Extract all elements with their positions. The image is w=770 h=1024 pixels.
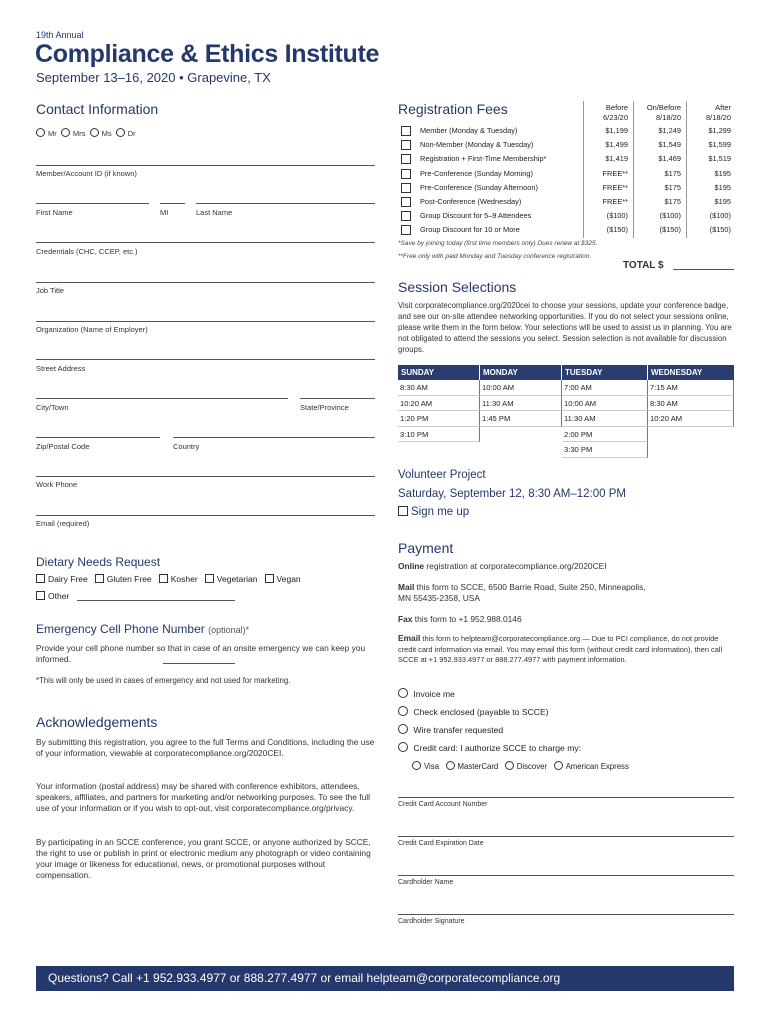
zip-field[interactable] <box>36 437 160 438</box>
session-day-tuesday: TUESDAY <box>562 365 648 380</box>
fee-col-before: Before 6/23/20 <box>602 103 628 122</box>
fee-row <box>398 195 734 209</box>
fee-label: Member (Monday & Tuesday) <box>420 126 518 135</box>
cardholder-name-label: Cardholder Name <box>398 879 454 886</box>
edition-label: 19th Annual <box>36 30 84 40</box>
radio-icon <box>398 706 408 716</box>
job-title-field[interactable] <box>36 282 375 283</box>
mi-field[interactable] <box>160 203 185 204</box>
fee-label: Pre-Conference (Sunday Afternoon) <box>420 182 538 192</box>
fee-after: $195 <box>714 182 731 192</box>
fee-after: $1,599 <box>708 140 731 150</box>
city-field[interactable] <box>36 398 288 399</box>
email-label: Email (required) <box>36 519 90 528</box>
card-type-options <box>412 761 629 771</box>
dietary-other-field[interactable] <box>77 600 235 601</box>
total-label: TOTAL $ <box>623 260 664 271</box>
fee-onbefore: ($100) <box>659 211 681 221</box>
credentials-field[interactable] <box>36 242 375 243</box>
fee-before: FREE** <box>602 182 628 192</box>
first-name-field[interactable] <box>36 203 149 204</box>
checkbox-icon[interactable] <box>401 140 411 150</box>
fee-after: ($100) <box>709 211 731 221</box>
checkbox-icon <box>36 591 45 600</box>
fee-label: Group Discount for 10 or More <box>420 225 520 235</box>
checkbox-icon[interactable] <box>401 183 411 193</box>
last-name-field[interactable] <box>196 203 375 204</box>
card-visa[interactable]: Visa <box>412 762 439 771</box>
salutation-options <box>36 128 136 138</box>
fee-label: Group Discount for 5–9 Attendees <box>420 211 532 221</box>
fee-onbefore: $1,549 <box>658 140 681 150</box>
state-label: State/Province <box>300 403 349 412</box>
session-slot[interactable]: 8:30 AM <box>398 380 480 396</box>
cardholder-name-field[interactable] <box>398 875 734 876</box>
checkbox-icon <box>265 574 274 583</box>
dietary-other[interactable]: Other <box>36 591 69 601</box>
dietary-dairy-free[interactable]: Dairy Free <box>36 574 88 584</box>
fee-label: Post-Conference (Wednesday) <box>420 197 522 206</box>
checkbox-icon <box>36 574 45 583</box>
radio-icon <box>36 128 45 137</box>
fee-row <box>398 181 734 195</box>
session-slot[interactable]: 1:20 PM <box>398 411 480 427</box>
payment-email: Email this form to helpteam@corporatecompliance.org — Due to PCI compliance, do not provide credit card information via email. You may email this form (without credit card information), then call SCCE at +1 952.933.4977 or 888.277.4977 with payment information. <box>398 633 723 664</box>
fee-row <box>398 223 734 237</box>
fee-row <box>398 138 734 152</box>
dietary-options <box>36 574 301 584</box>
radio-icon <box>398 688 408 698</box>
card-number-label: Credit Card Account Number <box>398 801 488 808</box>
salutation-ms[interactable]: Ms <box>90 129 112 138</box>
session-column <box>398 380 480 458</box>
credentials-label: Credentials (CHC, CCEP, etc.) <box>36 247 138 256</box>
session-slot[interactable]: 3:10 PM <box>398 427 480 443</box>
payment-online: Online registration at corporatecompliance.org/2020CEI <box>398 561 607 571</box>
radio-icon <box>446 761 455 770</box>
radio-icon <box>398 724 408 734</box>
session-slot[interactable]: 11:30 AM <box>562 411 648 427</box>
session-column <box>648 380 734 458</box>
fee-col-onbefore: On/Before 8/18/20 <box>646 103 681 122</box>
fee-after: $1,299 <box>708 126 731 135</box>
salutation-mr[interactable]: Mr <box>36 129 57 138</box>
radio-icon <box>61 128 70 137</box>
radio-icon <box>554 761 563 770</box>
fee-col-after: After 8/18/20 <box>705 103 731 122</box>
footer-banner <box>36 966 734 991</box>
sessions-table <box>398 365 734 458</box>
fee-row <box>398 209 734 223</box>
payment-fax: Fax this form to +1 952.988.0146 <box>398 614 522 624</box>
fee-row <box>398 152 734 166</box>
session-slot[interactable]: 10:20 AM <box>398 396 480 412</box>
fee-after: $1,519 <box>708 154 731 164</box>
fee-onbefore: $1,249 <box>658 126 681 135</box>
fee-after: $195 <box>714 197 731 206</box>
checkbox-icon[interactable] <box>401 169 411 179</box>
fee-before: $1,419 <box>605 154 628 164</box>
radio-icon <box>505 761 514 770</box>
acknowledgements-heading: Acknowledgements <box>36 714 158 730</box>
radio-icon <box>116 128 125 137</box>
email-field[interactable] <box>36 515 375 516</box>
payment-check[interactable]: Check enclosed (payable to SCCE) <box>398 706 549 717</box>
dietary-vegan[interactable]: Vegan <box>265 574 301 584</box>
checkbox-icon[interactable] <box>401 154 411 164</box>
emergency-text: Provide your cell phone number so that in case of an onsite emergency we can keep you informed. <box>36 643 366 664</box>
salutation-dr[interactable]: Dr <box>116 129 136 138</box>
checkbox-icon[interactable] <box>401 211 411 221</box>
volunteer-heading: Volunteer Project <box>398 469 486 481</box>
zip-label: Zip/Postal Code <box>36 442 90 451</box>
dietary-heading: Dietary Needs Request <box>36 555 161 569</box>
fee-before: FREE** <box>602 197 628 206</box>
radio-icon <box>90 128 99 137</box>
checkbox-icon[interactable] <box>401 197 411 207</box>
street-label: Street Address <box>36 364 86 373</box>
member-id-label: Member/Account ID (if known) <box>36 169 137 178</box>
radio-icon <box>398 742 408 752</box>
street-field[interactable] <box>36 359 375 360</box>
fee-before: ($150) <box>606 225 628 235</box>
fee-row <box>398 124 734 138</box>
event-subtitle: September 13–16, 2020 • Grapevine, TX <box>36 70 271 85</box>
fees-heading: Registration Fees <box>398 101 508 117</box>
fee-after: ($150) <box>709 225 731 235</box>
payment-mail: Mail this form to SCCE, 6500 Barrie Road, Suite 250, Minneapolis, MN 55435-2358, USA <box>398 582 646 603</box>
checkbox-icon[interactable] <box>401 225 411 235</box>
fee-label: Registration + First-Time Membership* <box>420 154 547 164</box>
fee-before: FREE** <box>602 168 628 178</box>
card-expiration-label: Credit Card Expiration Date <box>398 840 484 847</box>
card-amex[interactable]: American Express <box>554 762 629 771</box>
payment-heading: Payment <box>398 540 454 556</box>
fee-before: $1,199 <box>605 126 628 135</box>
fees-note-2: **Free only with paid Monday and Tuesday conference registration. <box>398 253 592 260</box>
work-phone-label: Work Phone <box>36 480 78 489</box>
session-slot[interactable]: 8:30 AM <box>648 396 734 412</box>
member-id-field[interactable] <box>36 165 375 166</box>
page-title: Compliance & Ethics Institute <box>35 40 380 68</box>
fee-label: Pre-Conference (Sunday Morning) <box>420 168 533 178</box>
session-column <box>562 380 648 458</box>
acknowledgements-p3: By participating in an SCCE conference, you grant SCCE, or anyone authorized by SCCE, the right to use or publish in print or electronic medium any photograph or video containing your image or likeness for educational, news, or promotional purposes without compensation. <box>36 837 371 880</box>
session-slot[interactable]: 7:15 AM <box>648 380 734 396</box>
radio-icon <box>412 761 421 770</box>
state-field[interactable] <box>300 398 375 399</box>
dietary-kosher[interactable]: Kosher <box>159 574 198 584</box>
session-column <box>480 380 562 458</box>
card-expiration-field[interactable] <box>398 836 734 837</box>
session-day-sunday: SUNDAY <box>398 365 480 380</box>
sessions-heading: Session Selections <box>398 279 517 295</box>
fee-onbefore: $1,469 <box>658 154 681 164</box>
fees-note-1: *Save by joining today (first time members only) Dues renew at $325. <box>398 240 598 247</box>
session-slot[interactable]: 10:00 AM <box>480 380 562 396</box>
fee-after: $195 <box>714 168 731 178</box>
payment-invoice[interactable]: Invoice me <box>398 688 455 699</box>
emergency-note: *This will only be used in cases of emergency and not used for marketing. <box>36 676 291 685</box>
checkbox-icon <box>159 574 168 583</box>
emergency-phone-field[interactable] <box>163 663 235 664</box>
checkbox-icon <box>95 574 104 583</box>
session-day-monday: MONDAY <box>480 365 562 380</box>
fee-before: ($100) <box>606 211 628 221</box>
acknowledgements-p1: By submitting this registration, you agree to the full Terms and Conditions, including the use of your information, viewable at corporatecompliance.org/2020CEI. <box>36 737 375 758</box>
session-slot[interactable]: 11:30 AM <box>480 396 562 412</box>
acknowledgements-p2: Your information (postal address) may be shared with conference exhibitors, attendees, speakers, affiliates, and partners for marketing and/or networking purposes. To see the full use of your information or if you wish to opt-out, visit corporatecompliance.org/privacy. <box>36 781 370 813</box>
fee-onbefore: ($150) <box>659 225 681 235</box>
contact-heading: Contact Information <box>36 101 159 117</box>
city-label: City/Town <box>36 403 69 412</box>
fee-label: Non-Member (Monday & Tuesday) <box>420 140 534 150</box>
total-field[interactable] <box>673 269 734 270</box>
fee-onbefore: $175 <box>664 168 681 178</box>
cardholder-signature-field[interactable] <box>398 914 734 915</box>
checkbox-icon <box>205 574 214 583</box>
emergency-heading: Emergency Cell Phone Number (optional)* <box>36 622 250 636</box>
card-discover[interactable]: Discover <box>505 762 547 771</box>
country-label: Country <box>173 442 200 451</box>
payment-wire[interactable]: Wire transfer requested <box>398 724 503 735</box>
job-title-label: Job Title <box>36 286 64 295</box>
fee-onbefore: $175 <box>664 182 681 192</box>
session-slot[interactable]: 7:00 AM <box>562 380 648 396</box>
session-slot[interactable]: 1:45 PM <box>480 411 562 427</box>
session-slot[interactable]: 3:30 PM <box>562 442 648 458</box>
volunteer-signup[interactable]: Sign me up <box>398 506 469 518</box>
fee-onbefore: $175 <box>664 197 681 206</box>
country-field[interactable] <box>173 437 375 438</box>
session-slot[interactable]: 2:00 PM <box>562 427 648 443</box>
salutation-mrs[interactable]: Mrs <box>61 129 86 138</box>
card-mastercard[interactable]: MasterCard <box>446 762 499 771</box>
emergency-optional: (optional)* <box>208 625 250 635</box>
dietary-gluten-free[interactable]: Gluten Free <box>95 574 152 584</box>
payment-credit[interactable]: Credit card: I authorize SCCE to charge my: <box>398 742 581 753</box>
first-name-label: First Name <box>36 208 73 217</box>
mi-label: MI <box>160 208 169 217</box>
organization-field[interactable] <box>36 321 375 322</box>
fee-row <box>398 167 734 181</box>
checkbox-icon <box>398 506 408 516</box>
organization-label: Organization (Name of Employer) <box>36 325 148 334</box>
session-slot[interactable]: 10:00 AM <box>562 396 648 412</box>
work-phone-field[interactable] <box>36 476 375 477</box>
cardholder-signature-label: Cardholder Signature <box>398 918 465 925</box>
volunteer-date: Saturday, September 12, 8:30 AM–12:00 PM <box>398 488 627 500</box>
session-slot[interactable]: 10:20 AM <box>648 411 734 427</box>
fee-before: $1,499 <box>605 140 628 150</box>
last-name-label: Last Name <box>196 208 233 217</box>
sessions-text: Visit corporatecompliance.org/2020cei to choose your sessions, update your conference badge, and see our on-site attendee networking opportunities. If you do not select your sessions online, please write them in the form below. Your selections will be used to assist us in planning. You are not obligated to attend the sessions you select. Session selection is not available for discussion groups. <box>398 301 732 354</box>
dietary-vegetarian[interactable]: Vegetarian <box>205 574 258 584</box>
footer-text: Questions? Call +1 952.933.4977 or 888.277.4977 or email helpteam@corporatecompliance.org <box>48 971 561 985</box>
card-number-field[interactable] <box>398 797 734 798</box>
session-day-wednesday: WEDNESDAY <box>651 368 703 377</box>
checkbox-icon[interactable] <box>401 126 411 136</box>
